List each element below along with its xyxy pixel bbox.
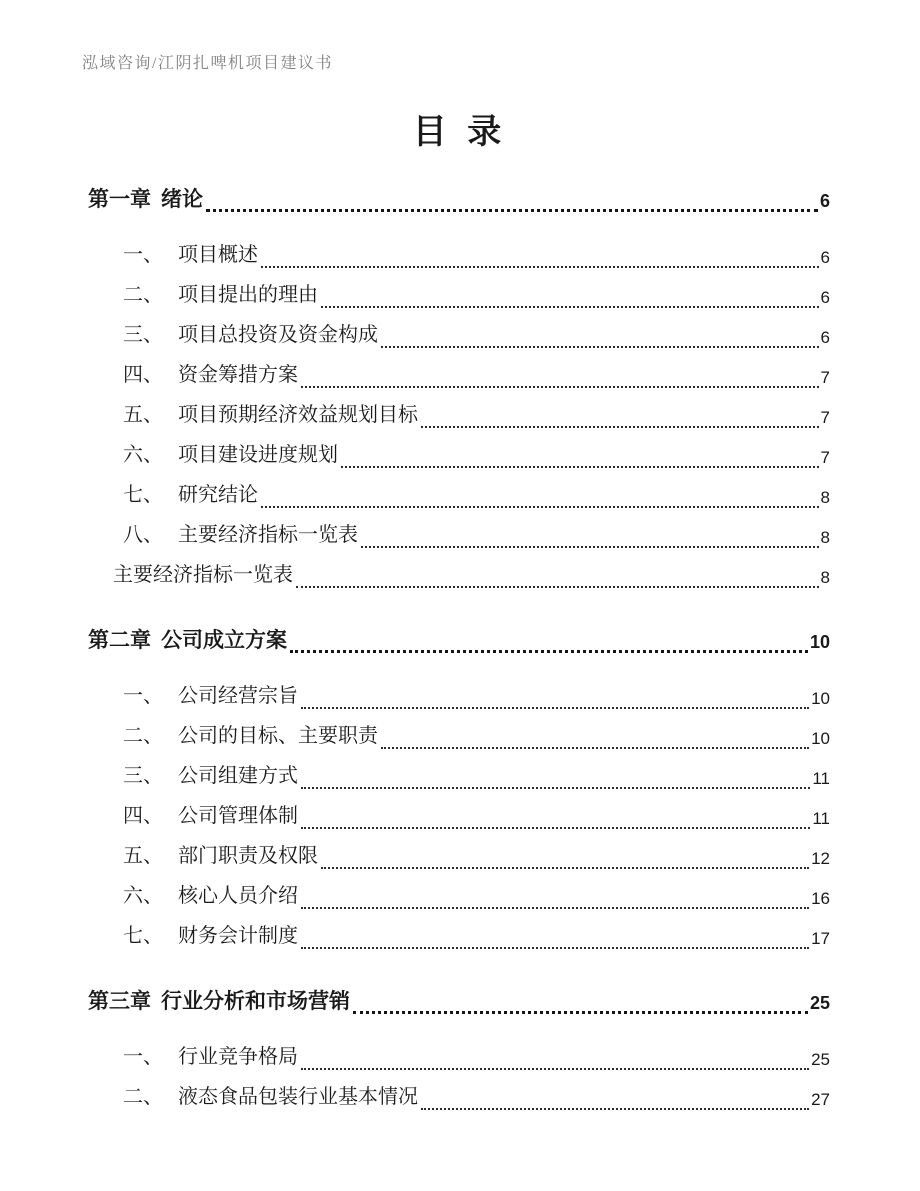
toc-chapter-label [88,988,350,1014]
toc-page-number: 25 [811,1050,830,1070]
toc-item-row[interactable] [88,515,830,555]
toc-page-number: 8 [820,528,830,548]
toc-item-title: 液态食品包装行业基本情况 [178,1086,418,1108]
dot-leader [261,266,819,268]
toc-page-number: 7 [820,368,830,388]
dot-leader [381,346,819,348]
toc-page-number: 7 [820,448,830,468]
toc-item-number: 一、 [123,1046,163,1068]
toc-item-label [123,724,378,749]
toc-item-row[interactable] [88,836,830,876]
toc-item-label [123,443,338,468]
toc-item-row[interactable] [88,1037,830,1077]
dot-leader [321,867,809,869]
toc-item-row[interactable] [88,235,830,275]
toc-item-label [123,764,298,789]
toc-chapter-label [88,186,203,212]
dot-leader [301,787,810,789]
toc-item-title: 项目预期经济效益规划目标 [178,404,418,426]
toc-item-number: 一、 [123,685,163,707]
toc-chapter-label [88,627,287,653]
toc-item-number: 二、 [123,725,163,747]
toc-item-title: 项目总投资及资金构成 [178,324,378,346]
toc-item-label [123,884,298,909]
dot-leader [301,827,810,829]
toc-item-title: 研究结论 [178,484,258,506]
toc-item-number: 三、 [123,324,163,346]
toc-item-row[interactable] [88,716,830,756]
dot-leader [206,209,818,212]
dot-leader [353,1011,808,1014]
toc-page-number: 11 [812,809,830,829]
toc-item-number: 六、 [123,885,163,907]
dot-leader [421,426,819,428]
toc-item-title: 项目建设进度规划 [178,444,338,466]
toc-item-title: 公司的目标、主要职责 [178,725,378,747]
toc-chapter-title: 公司成立方案 [161,627,287,652]
toc-item-number: 六、 [123,444,163,466]
toc-page-number: 10 [811,689,830,709]
dot-leader [301,947,809,949]
toc-item-row[interactable] [88,275,830,315]
toc-item-number: 七、 [123,484,163,506]
dot-leader [301,386,819,388]
toc-item-label [123,243,258,268]
toc-item-label [123,283,318,308]
toc-item-number: 一、 [123,244,163,266]
toc-item-row[interactable] [88,315,830,355]
toc-item-number: 五、 [123,845,163,867]
toc-item-label [123,323,378,348]
dot-leader [321,306,819,308]
toc-item-title: 公司组建方式 [178,765,298,787]
toc-chapter-number: 第二章 [88,627,151,652]
toc-page-number: 7 [820,408,830,428]
toc-item-row[interactable] [88,756,830,796]
dot-leader [421,1108,809,1110]
toc-page-number: 16 [811,889,830,909]
page-title: 目 录 [412,114,508,151]
toc-item-row[interactable] [88,916,830,956]
toc-item-number: 八、 [123,524,163,546]
dot-leader [261,506,819,508]
toc-item-number: 三、 [123,765,163,787]
toc-item-label [123,844,318,869]
toc-page-number: 8 [820,488,830,508]
toc-chapter-title: 行业分析和市场营销 [161,988,350,1013]
toc-item-row[interactable] [88,435,830,475]
document-header: 泓域咨询/江阴扎啤机项目建议书 [82,55,333,72]
toc-item-row[interactable] [88,796,830,836]
toc-item-title: 项目提出的理由 [178,284,318,306]
toc-chapter-row[interactable] [88,176,830,218]
toc-item-number: 七、 [123,925,163,947]
toc-item-number: 二、 [123,1086,163,1108]
toc-item-title: 主要经济指标一览表 [113,564,293,586]
toc-item-title: 部门职责及权限 [178,845,318,867]
toc-item-label [123,363,298,388]
toc-item-row[interactable] [88,676,830,716]
toc-item-label [123,523,358,548]
dot-leader [301,907,809,909]
dot-leader [296,586,819,588]
toc-page-number: 6 [820,328,830,348]
toc-chapter-number: 第一章 [88,186,151,211]
toc-chapter-row[interactable] [88,617,830,659]
toc-item-label [123,924,298,949]
toc-item-label [123,1085,418,1110]
toc-item-title: 公司经营宗旨 [178,685,298,707]
toc-page-number: 6 [820,288,830,308]
toc-item-title: 财务会计制度 [178,925,298,947]
toc-item-row[interactable] [88,355,830,395]
toc-item-number: 四、 [123,805,163,827]
dot-leader [301,1068,809,1070]
toc-item-row[interactable] [88,1077,830,1117]
dot-leader [381,747,809,749]
toc-chapter-row[interactable] [88,978,830,1020]
toc-item-row[interactable] [88,555,830,595]
dot-leader [341,466,819,468]
toc-item-title: 主要经济指标一览表 [178,524,358,546]
toc-item-title: 资金筹措方案 [178,364,298,386]
toc-item-title: 项目概述 [178,244,258,266]
toc-page-number: 10 [809,632,830,653]
toc-item-row[interactable] [88,395,830,435]
toc-page-number: 27 [811,1090,830,1110]
toc-chapter-number: 第三章 [88,988,151,1013]
toc-item-title: 公司管理体制 [178,805,298,827]
toc-page-number: 8 [820,568,830,588]
toc-item-number: 四、 [123,364,163,386]
toc-item-label [123,684,298,709]
toc-item-label [123,1045,298,1070]
toc-item-row[interactable] [88,876,830,916]
toc-page-number: 11 [812,769,830,789]
dot-leader [290,650,808,653]
dot-leader [301,707,809,709]
toc-chapter-title: 绪论 [161,186,203,211]
toc-item-label [123,483,258,508]
toc-page-number: 17 [811,929,830,949]
toc-item-label [113,563,293,588]
toc-item-title: 行业竞争格局 [178,1046,298,1068]
toc-page-number: 6 [820,248,830,268]
toc-item-label [123,804,298,829]
toc-item-title: 核心人员介绍 [178,885,298,907]
toc-page-number: 10 [811,729,830,749]
toc-item-number: 二、 [123,284,163,306]
toc-item-label [123,403,418,428]
toc-page-number: 25 [809,993,830,1014]
toc-page-number: 6 [819,191,830,212]
toc-item-row[interactable] [88,475,830,515]
toc-list [88,176,830,1117]
dot-leader [361,546,819,548]
toc-item-number: 五、 [123,404,163,426]
toc-page-number: 12 [811,849,830,869]
